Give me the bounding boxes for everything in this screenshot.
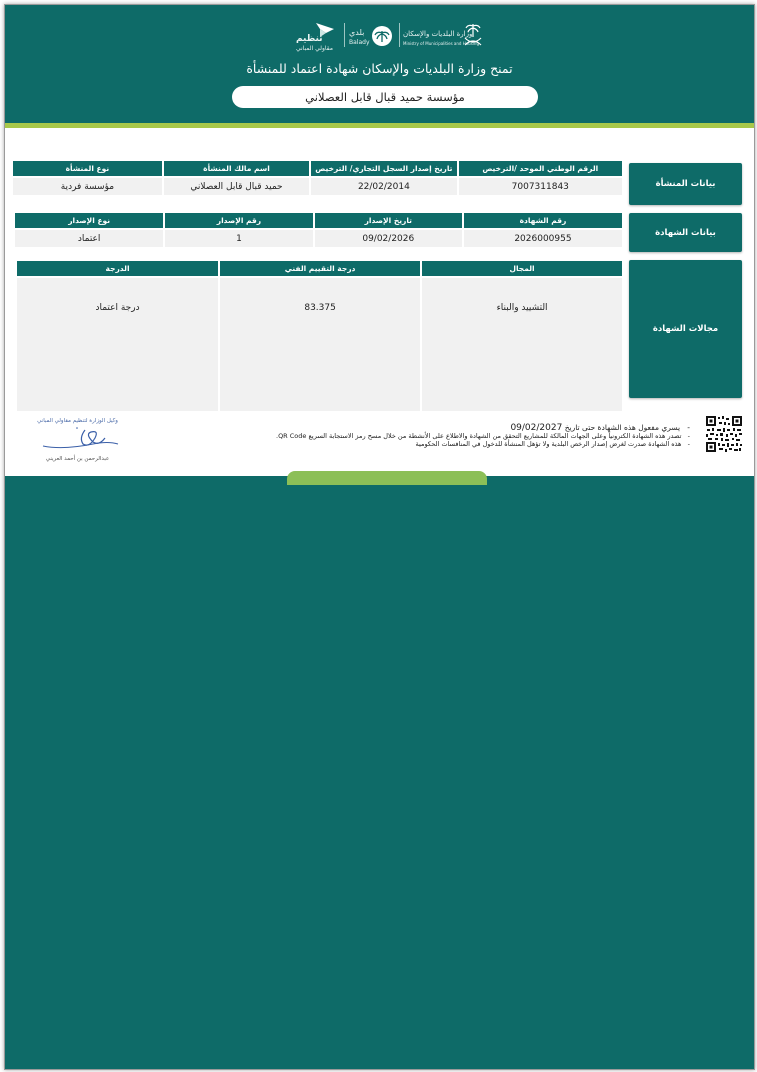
validity-date: 09/02/2027 (510, 423, 563, 433)
column-header: نوع المنشأة (13, 161, 163, 177)
establishment-section-label: بيانات المنشأة (629, 163, 742, 205)
ministry-logo-subtext: Ministry of Municipalities and Housing (403, 41, 479, 46)
field-name: التشييد والبناء (421, 277, 622, 411)
establishment-type: مؤسسة فردية (13, 177, 163, 195)
certificate-header (5, 5, 754, 123)
technical-score: 83.375 (219, 277, 421, 411)
column-header: تاريخ الإصدار (314, 213, 463, 229)
issue-type: اعتماد (15, 229, 164, 247)
issue-date: 09/02/2026 (314, 229, 463, 247)
note-bullet: - (681, 432, 690, 440)
ministry-logo (403, 19, 485, 53)
note-bullet: - (680, 423, 690, 432)
table-header-row (17, 261, 622, 277)
note-bullet: - (681, 440, 690, 448)
ministry-logo-text: وزارة البلديات والإسكان (403, 30, 473, 38)
saudi-emblem-icon (461, 21, 485, 49)
table-row (17, 277, 622, 411)
qr-note (210, 432, 690, 440)
balady-logo-text: بلدي (349, 28, 365, 37)
certificate-title: تمنح وزارة البلديات والإسكان شهادة اعتماد للمنشأة (246, 61, 513, 76)
column-header: نوع الإصدار (15, 213, 164, 229)
balady-palm-icon (371, 25, 393, 47)
unified-national-number: 7007311843 (458, 177, 622, 195)
certificate-number: 2026000955 (463, 229, 622, 247)
logos-bar (5, 19, 754, 53)
certificate-section-label: بيانات الشهادة (629, 213, 742, 252)
signature-block (25, 418, 130, 468)
fields-table (17, 261, 622, 411)
cr-issue-date: 22/02/2014 (310, 177, 457, 195)
grade: درجة اعتماد (17, 277, 219, 411)
certificate-page (4, 4, 755, 1070)
column-header: تاريخ إصدار السجل التجاري/ الترخيص (310, 161, 457, 177)
qr-code-icon[interactable] (705, 415, 743, 453)
column-header: الدرجة (17, 261, 219, 277)
qr-note-text: تصدر هذه الشهادة الكترونياً وعلى الجهات المالكة للمشاريع التحقق من الشهادة والاطلاع على الأنشطة من خلال مسح رمز الاستجابة السريع QR Code. (275, 432, 682, 440)
handwritten-signature (33, 424, 123, 452)
validity-prefix: يسري مفعول هذه الشهادة حتى تاريخ (564, 423, 681, 432)
footer-tab (287, 471, 487, 485)
balady-logo-subtext: Balady (349, 39, 370, 46)
table-row (15, 229, 622, 247)
table-row (13, 177, 622, 195)
column-header: المجال (421, 261, 622, 277)
licensing-note (210, 440, 690, 448)
table-header-row (13, 161, 622, 177)
tanzeem-logo-subtext: مقاولي المباني (296, 45, 333, 52)
logo-divider (344, 23, 345, 47)
validity-note (210, 424, 690, 432)
licensing-note-text: هذه الشهادة صدرت لغرض إصدار الرخص البلدية ولا تؤهل المنشأة للدخول في المنافسات الحكومية (415, 440, 682, 448)
certificate-notes (210, 424, 690, 448)
establishment-table (13, 161, 622, 195)
tanzeem-logo (290, 19, 340, 53)
certificate-body (5, 128, 754, 476)
issue-number: 1 (164, 229, 313, 247)
column-header: رقم الشهادة (463, 213, 622, 229)
certificate-table (15, 213, 622, 247)
signatory-title: وكيل الوزارة لتنظيم مقاولي المباني (37, 418, 118, 424)
logo-divider (399, 23, 400, 47)
column-header: رقم الإصدار (164, 213, 313, 229)
establishment-name-box: مؤسسة حميد قبال قابل العصلاني (232, 86, 538, 108)
table-header-row (15, 213, 622, 229)
tanzeem-logo-text: تنظيم (296, 34, 323, 44)
fields-section-label: مجالات الشهادة (629, 260, 742, 398)
column-header: درجة التقييم الفني (219, 261, 421, 277)
owner-name: حميد قبال قابل العصلاني (163, 177, 310, 195)
column-header: الرقم الوطني الموحد /الترخيص (458, 161, 622, 177)
column-header: اسم مالك المنشأة (163, 161, 310, 177)
balady-logo (349, 19, 395, 53)
signatory-name: عبدالرحمن بن أحمد العريني (45, 456, 110, 462)
